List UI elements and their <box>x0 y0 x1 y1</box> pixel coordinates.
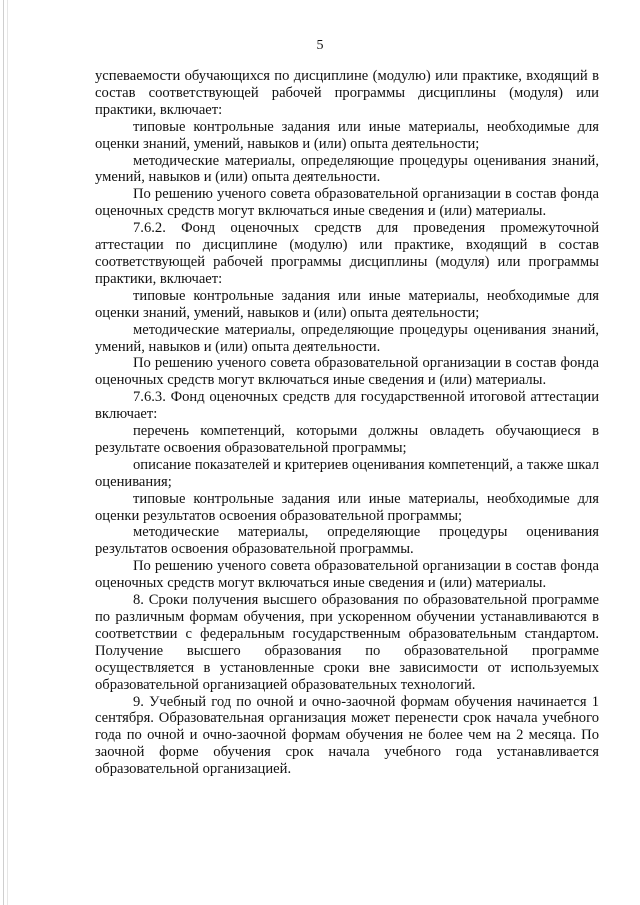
paragraph: 8. Сроки получения высшего образования по образовательной программе по различным формам обучения, при ускоренном обучении устанавливаются в соответствии с федеральным государственным образовательным стандартом. Получение высшего образования по образовательной программе осуществляется в установленные сроки вне зависимости от используемых образовательной организацией образовательных технологий. <box>95 592 599 693</box>
paragraph: 7.6.2. Фонд оценочных средств для проведения промежуточной аттестации по дисциплине (модулю) или практике, входящий в состав соответствующей рабочей программы дисциплины (модуля) или программы практики, включает: <box>95 220 599 287</box>
paragraph: типовые контрольные задания или иные материалы, необходимые для оценки знаний, умений, навыков и (или) опыта деятельности; <box>95 287 599 321</box>
paragraph: методические материалы, определяющие процедуры оценивания результатов освоения образовательной программы. <box>95 524 599 558</box>
paragraph: типовые контрольные задания или иные материалы, необходимые для оценки результатов освоения образовательной программы; <box>95 490 599 524</box>
paragraph: По решению ученого совета образовательной организации в состав фонда оценочных средств могут включаться иные сведения и (или) материалы. <box>95 355 599 389</box>
paragraph: методические материалы, определяющие процедуры оценивания знаний, умений, навыков и (или) опыта деятельности. <box>95 152 599 186</box>
paragraph: По решению ученого совета образовательной организации в состав фонда оценочных средств могут включаться иные сведения и (или) материалы. <box>95 186 599 220</box>
paragraph: По решению ученого совета образовательной организации в состав фонда оценочных средств могут включаться иные сведения и (или) материалы. <box>95 558 599 592</box>
page-number: 5 <box>316 38 324 53</box>
paragraph: описание показателей и критериев оценивания компетенций, а также шкал оценивания; <box>95 456 599 490</box>
paragraph: успеваемости обучающихся по дисциплине (модулю) или практике, входящий в состав соответствующей рабочей программы дисциплины (модуля) или практики, включает: <box>95 68 599 118</box>
paragraph: методические материалы, определяющие процедуры оценивания знаний, умений, навыков и (или) опыта деятельности. <box>95 321 599 355</box>
scan-edge-line <box>3 0 4 905</box>
paragraph: 9. Учебный год по очной и очно-заочной формам обучения начинается 1 сентября. Образовательная организация может перенести срок начала учебного года по очной и очно-заочной формам обучения не более чем на 2 месяца. По заочной форме обучения срок начала учебного года устанавливается образовательной организацией. <box>95 693 599 778</box>
paragraph: перечень компетенций, которыми должны овладеть обучающиеся в результате освоения образовательной программы; <box>95 423 599 456</box>
paragraph: 7.6.3. Фонд оценочных средств для государственной итоговой аттестации включает: <box>95 389 599 423</box>
scan-edge-line-secondary <box>7 0 8 905</box>
document-body <box>95 68 599 778</box>
paragraph: типовые контрольные задания или иные материалы, необходимые для оценки знаний, умений, навыков и (или) опыта деятельности; <box>95 118 599 152</box>
